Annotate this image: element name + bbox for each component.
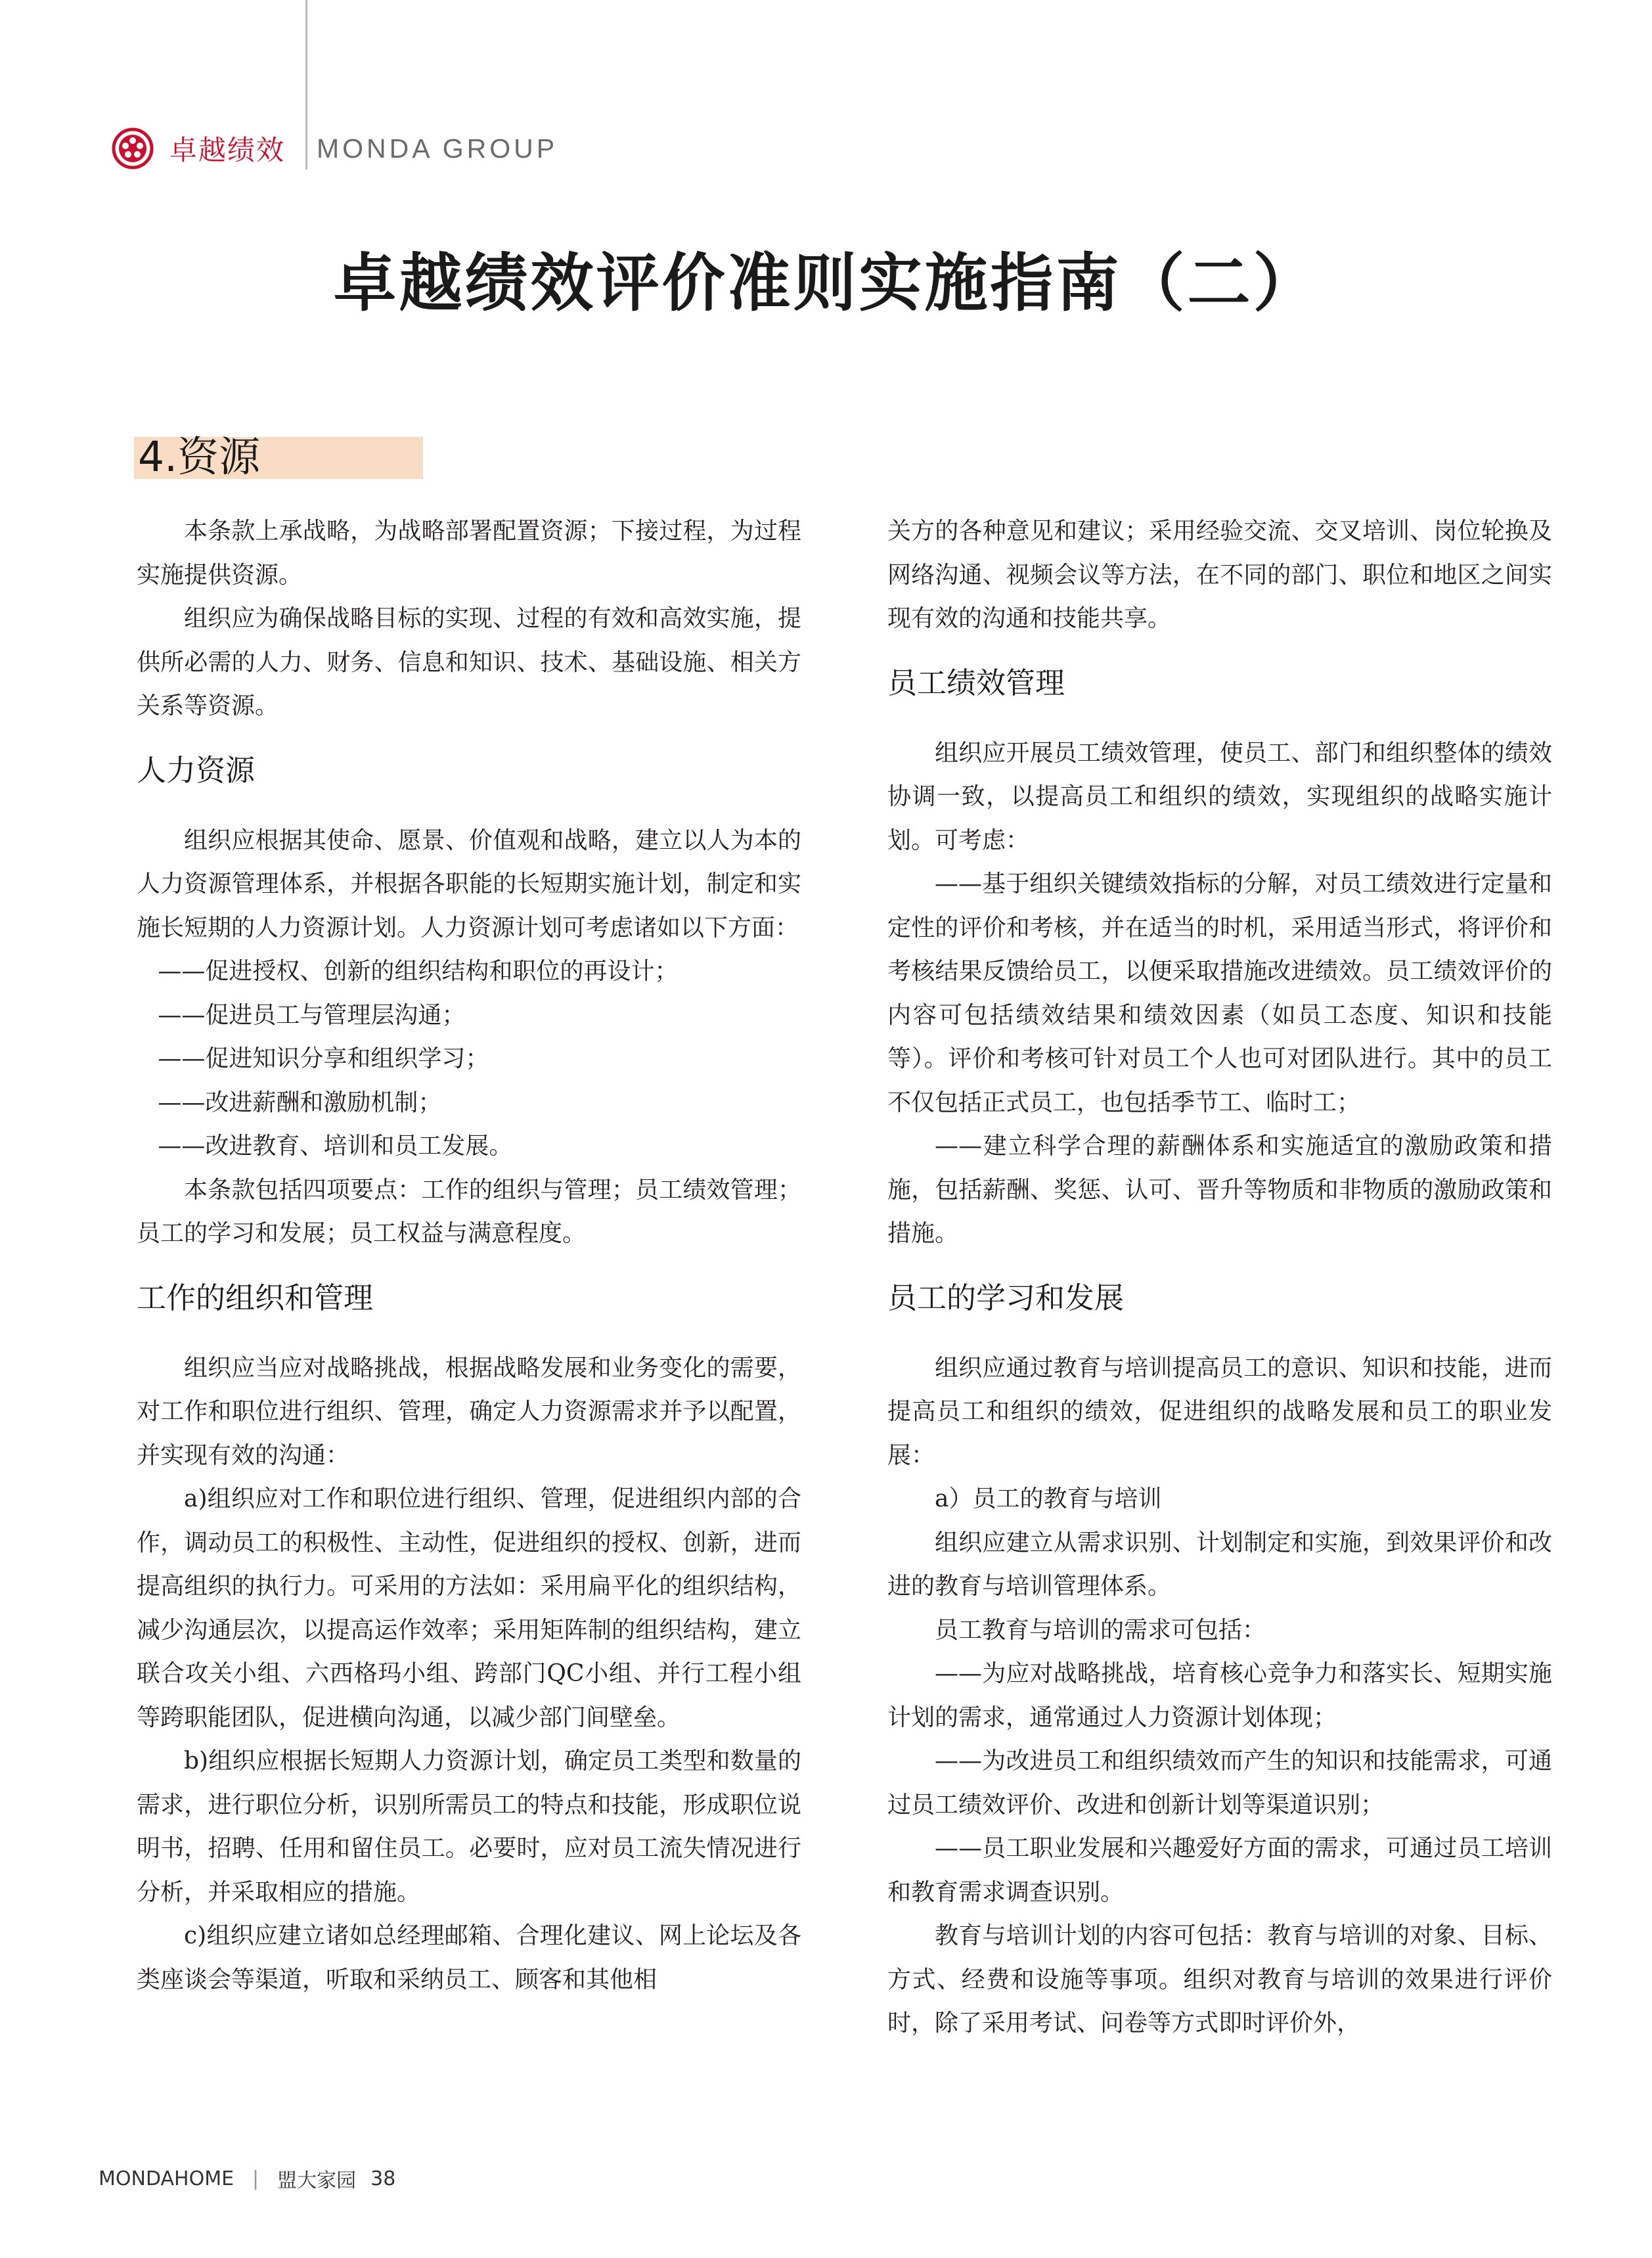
paragraph: ——建立科学合理的薪酬体系和实施适宜的激励政策和措施，包括薪酬、奖惩、认可、晋升等物质和非物质的激励政策和措施。 xyxy=(887,1133,1552,1247)
footer-brand: MONDAHOME xyxy=(99,2167,234,2190)
list-item: ——改进教育、培训和员工发展。 xyxy=(158,1133,513,1160)
paragraph: 组织应为确保战略目标的实现、过程的有效和高效实施，提供所必需的人力、财务、信息和知识、技术、基础设施、相关方关系等资源。 xyxy=(137,605,801,719)
paragraph: 关方的各种意见和建议；采用经验交流、交叉培训、岗位轮换及网络沟通、视频会议等方法，在不同的部门、职位和地区之间实现有效的沟通和技能共享。 xyxy=(887,518,1552,632)
left-column xyxy=(137,510,801,2002)
subheading-performance: 员工绩效管理 xyxy=(887,665,1065,700)
paragraph: 组织应建立从需求识别、计划制定和实施，到效果评价和改进的教育与培训管理体系。 xyxy=(887,1529,1552,1600)
brand-english: MONDA GROUP xyxy=(317,133,558,164)
paragraph: c)组织应建立诸如总经理邮箱、合理化建议、网上论坛及各类座谈会等渠道，听取和采纳员工、顾客和其他相 xyxy=(137,1922,801,1993)
subheading-learning: 员工的学习和发展 xyxy=(887,1280,1125,1315)
paragraph: 教育与培训计划的内容可包括：教育与培训的对象、目标、方式、经费和设施等事项。组织对教育与培训的效果进行评价时，除了采用考试、问卷等方式即时评价外， xyxy=(887,1922,1552,2037)
paragraph: a)组织应对工作和职位进行组织、管理，促进组织内部的合作，调动员工的积极性、主动性，促进组织的授权、创新，进而提高组织的执行力。可采用的方法如：采用扁平化的组织结构，减少沟通层次，以提高运作效率；采用矩阵制的组织结构，建立联合攻关小组、六西格玛小组、跨部门QC小组、并行工程小组等跨职能团队，促进横向沟通，以减少部门间壁垒。 xyxy=(137,1485,801,1731)
footer-magazine: 盟大家园 xyxy=(277,2169,357,2192)
list-item: ——促进授权、创新的组织结构和职位的再设计； xyxy=(158,958,679,985)
subheading-hr: 人力资源 xyxy=(137,752,256,788)
page-header xyxy=(112,122,558,175)
paragraph: ——基于组织关键绩效指标的分解，对员工绩效进行定量和定性的评价和考核，并在适当的时机，采用适当形式，将评价和考核结果反馈给员工，以便采取措施改进绩效。员工绩效评价的内容可包括绩效结果和绩效因素（如员工态度、知识和技能等）。评价和考核可针对员工个人也可对团队进行。其中的员工不仅包括正式员工，也包括季节工、临时工； xyxy=(887,870,1552,1116)
paragraph: 组织应根据其使命、愿景、价值观和战略，建立以人为本的人力资源管理体系，并根据各职能的长短期实施计划，制定和实施长短期的人力资源计划。人力资源计划可考虑诸如以下方面： xyxy=(137,826,801,941)
paragraph: 组织应当应对战略挑战，根据战略发展和业务变化的需要，对工作和职位进行组织、管理，确定人力资源需求并予以配置，并实现有效的沟通： xyxy=(137,1354,801,1469)
list-item: ——促进知识分享和组织学习； xyxy=(158,1045,489,1072)
paragraph: 组织应通过教育与培训提高员工的意识、知识和技能，进而提高员工和组织的绩效，促进组织的战略发展和员工的职业发展： xyxy=(887,1354,1552,1469)
paragraph: a）员工的教育与培训 xyxy=(935,1485,1162,1512)
paragraph: 本条款上承战略，为战略部署配置资源；下接过程，为过程实施提供资源。 xyxy=(137,518,801,589)
paragraph: ——为应对战略挑战，培育核心竞争力和落实长、短期实施计划的需求，通常通过人力资源计划体现； xyxy=(887,1660,1552,1731)
article-title: 卓越绩效评价准则实施指南（二） xyxy=(333,246,1319,320)
subheading-work: 工作的组织和管理 xyxy=(137,1280,374,1315)
paragraph: ——员工职业发展和兴趣爱好方面的需求，可通过员工培训和教育需求调查识别。 xyxy=(887,1835,1552,1906)
page-footer xyxy=(99,2165,395,2192)
paragraph: ——为改进员工和组织绩效而产生的知识和技能需求，可通过员工绩效评价、改进和创新计划等渠道识别； xyxy=(887,1748,1552,1818)
right-column xyxy=(887,510,1552,2046)
list-item: ——改进薪酬和激励机制； xyxy=(158,1089,442,1116)
page-number: 38 xyxy=(370,2167,396,2190)
paragraph: 本条款包括四项要点：工作的组织与管理；员工绩效管理；员工的学习和发展；员工权益与满意程度。 xyxy=(137,1176,801,1247)
section-title: 4.资源 xyxy=(138,433,261,481)
brand-chinese: 卓越绩效 xyxy=(169,134,286,166)
paragraph: b)组织应根据长短期人力资源计划，确定员工类型和数量的需求，进行职位分析，识别所需员工的特点和技能，形成职位说明书，招聘、任用和留住员工。必要时，应对员工流失情况进行分析，并采取相应的措施。 xyxy=(137,1748,801,1906)
list-item: ——促进员工与管理层沟通； xyxy=(158,1001,466,1029)
paragraph: 组织应开展员工绩效管理，使员工、部门和组织整体的绩效协调一致，以提高员工和组织的绩效，实现组织的战略实施计划。可考虑： xyxy=(887,739,1552,854)
flower-emblem-icon xyxy=(112,127,154,169)
footer-divider: | xyxy=(252,2167,259,2190)
paragraph: 员工教育与培训的需求可包括： xyxy=(935,1616,1266,1644)
